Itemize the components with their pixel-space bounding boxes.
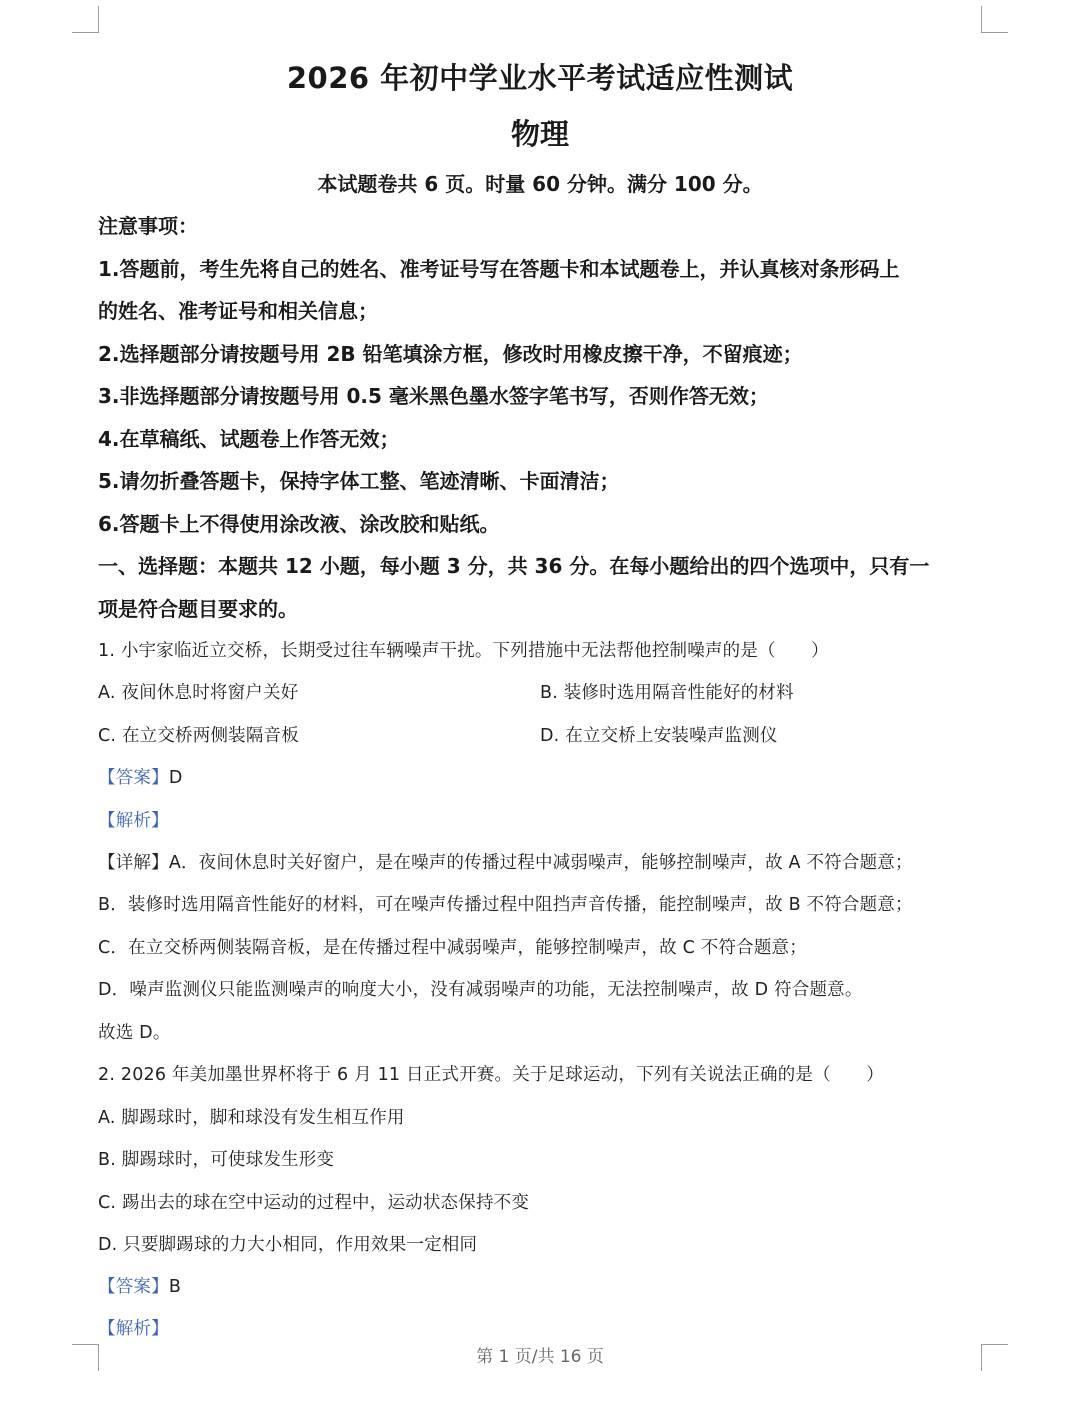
q1-options-row-2	[98, 722, 984, 747]
q1-option-d: D. 在立交桥上安装噪声监测仪	[540, 726, 778, 746]
notice-item-3: 3.非选择题部分请按题号用 0.5 毫米黑色墨水签字笔书写，否则作答无效；	[98, 384, 769, 408]
q1-option-c: C. 在立交桥两侧装隔音板	[98, 726, 299, 746]
q1-detail-d: D．噪声监测仪只能监测噪声的响度大小，没有减弱噪声的功能，无法控制噪声，故 D 符合题意。	[98, 980, 863, 1000]
q1-option-a: A. 夜间休息时将窗户关好	[98, 683, 299, 703]
q1-answer	[98, 764, 984, 789]
notice-item-1b: 的姓名、准考证号和相关信息；	[98, 299, 378, 323]
crop-mark-top-right	[981, 6, 1008, 33]
section-heading-a: 一、选择题：本题共 12 小题，每小题 3 分，共 36 分。在每小题给出的四个选项中，只有一	[98, 554, 930, 578]
notice-item-6: 6.答题卡上不得使用涂改液、涂改胶和贴纸。	[98, 512, 500, 536]
exam-title: 2026 年初中学业水平考试适应性测试	[286, 61, 794, 95]
notice-item-1a: 1.答题前，考生先将自己的姓名、准考证号写在答题卡和本试题卷上，并认真核对条形码上	[98, 257, 900, 281]
q1-option-b: B. 装修时选用隔音性能好的材料	[540, 683, 794, 703]
q1-answer-value: D	[168, 768, 183, 788]
q2-analysis-heading	[98, 1315, 984, 1340]
q2-answer	[98, 1273, 984, 1298]
q2-option-d: D. 只要脚踢球的力大小相同，作用效果一定相同	[98, 1235, 478, 1255]
exam-meta: 本试题卷共 6 页。时量 60 分钟。满分 100 分。	[317, 172, 763, 196]
section-heading-b: 项是符合题目要求的。	[98, 597, 298, 621]
q2-stem: 2. 2026 年美加墨世界杯将于 6 月 11 日正式开赛。关于足球运动，下列有关说法正确的是（ ）	[98, 1065, 884, 1085]
q2-option-b: B. 脚踢球时，可使球发生形变	[98, 1150, 335, 1170]
q2-answer-tag: 【答案】	[98, 1277, 169, 1297]
notice-item-2: 2.选择题部分请按题号用 2B 铅笔填涂方框，修改时用橡皮擦干净，不留痕迹；	[98, 342, 803, 366]
q1-conclusion: 故选 D。	[98, 1023, 171, 1043]
q1-detail-b: B．装修时选用隔音性能好的材料，可在噪声传播过程中阻挡声音传播，能控制噪声，故 B 不符合题意；	[98, 895, 913, 915]
q1-answer-tag: 【答案】	[98, 768, 169, 788]
q1-detail-a-text: A．夜间休息时关好窗户，是在噪声的传播过程中减弱噪声，能够控制噪声，故 A 不符合题意；	[168, 853, 913, 873]
q1-detail-c: C．在立交桥两侧装隔音板，是在传播过程中减弱噪声，能够控制噪声，故 C 不符合题意；	[98, 938, 807, 958]
exam-subject: 物理	[510, 117, 569, 151]
q1-analysis-heading	[98, 807, 984, 832]
crop-mark-top-left	[72, 6, 99, 33]
q2-option-a: A. 脚踢球时，脚和球没有发生相互作用	[98, 1108, 405, 1128]
q2-answer-value: B	[168, 1277, 182, 1297]
q1-detail-tag: 【详解】	[98, 853, 169, 873]
notice-item-5: 5.请勿折叠答题卡，保持字体工整、笔迹清晰、卡面清洁；	[98, 469, 620, 493]
q2-option-c: C. 踢出去的球在空中运动的过程中，运动状态保持不变	[98, 1193, 530, 1213]
notice-item-4: 4.在草稿纸、试题卷上作答无效；	[98, 427, 400, 451]
q2-analysis-tag: 【解析】	[98, 1319, 169, 1339]
q1-stem: 1. 小宇家临近立交桥，长期受过往车辆噪声干扰。下列措施中无法帮他控制噪声的是（ ）	[98, 641, 829, 661]
page-number: 第 1 页/共 16 页	[476, 1347, 604, 1367]
q1-detail-a	[98, 849, 984, 874]
notice-heading: 注意事项：	[98, 214, 198, 238]
q1-options-row-1	[98, 679, 984, 704]
q1-analysis-tag: 【解析】	[98, 811, 169, 831]
